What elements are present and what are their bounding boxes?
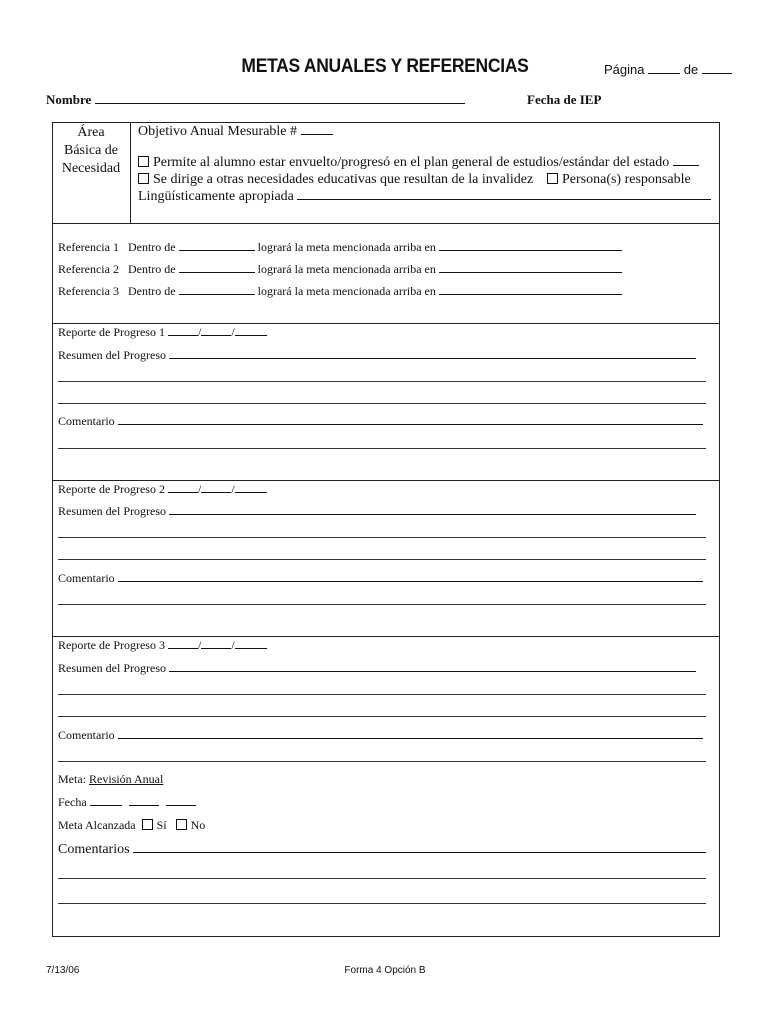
page-current-field[interactable] <box>648 72 680 74</box>
section-divider-2 <box>52 323 719 324</box>
review-month-field[interactable] <box>90 804 122 806</box>
progress-summary-1 <box>58 348 696 363</box>
progress-summary-field[interactable] <box>169 357 696 359</box>
review-comments-row <box>58 842 706 858</box>
review-comments-line[interactable] <box>58 878 706 879</box>
progress-day-field[interactable] <box>201 334 231 336</box>
progress-month-field[interactable] <box>168 647 198 649</box>
benchmark-date-field[interactable] <box>439 293 622 295</box>
review-date-row <box>58 795 196 810</box>
progress-comment-line[interactable] <box>58 448 706 449</box>
progress-day-field[interactable] <box>201 491 231 493</box>
footer-form-label: Forma 4 Opción B <box>344 965 426 976</box>
benchmark-within: Dentro de <box>127 284 176 298</box>
curriculum-field[interactable] <box>673 164 699 166</box>
page-of-label: de <box>683 62 699 77</box>
objective-number-field[interactable] <box>301 133 333 135</box>
objective-option1 <box>138 155 699 171</box>
need-area-line3: Necesidad <box>61 161 121 176</box>
progress-comment-field[interactable] <box>118 580 703 582</box>
page-title: METAS ANUALES Y REFERENCIAS <box>241 56 529 77</box>
goal-met-yes-label: Sí <box>156 818 167 832</box>
progress-summary-line[interactable] <box>58 537 706 538</box>
page-number <box>604 62 732 77</box>
responsible-checkbox[interactable] <box>547 173 558 184</box>
progress-summary-3 <box>58 661 696 676</box>
progress-comment-label: Comentario <box>58 571 115 585</box>
progress-summary-label: Resumen del Progreso <box>58 661 166 675</box>
annual-review-label: Revisión Anual <box>89 772 164 786</box>
review-comments-line[interactable] <box>58 903 706 904</box>
progress-summary-line[interactable] <box>58 559 706 560</box>
goal-met-row <box>58 818 205 833</box>
benchmark-row-3 <box>58 284 622 299</box>
benchmark-achieve: logrará la meta mencionada arriba en <box>257 240 436 254</box>
review-year-field[interactable] <box>166 804 196 806</box>
need-area-label <box>53 124 129 178</box>
progress-summary-line[interactable] <box>58 381 706 382</box>
name-row <box>46 92 465 108</box>
benchmark-label: Referencia 2 <box>58 262 119 276</box>
goal-met-no-label: No <box>190 818 206 832</box>
curriculum-checkbox[interactable] <box>138 156 149 167</box>
linguistic-label: Lingüísticamente apropiada <box>138 189 294 204</box>
name-field[interactable] <box>95 102 465 104</box>
benchmark-label: Referencia 1 <box>58 240 119 254</box>
benchmark-row-1 <box>58 240 622 255</box>
iep-date-row <box>527 92 712 108</box>
linguistic-field[interactable] <box>297 198 711 200</box>
section-divider-3 <box>52 480 719 481</box>
progress-report-3: Reporte de Progreso 3 / / <box>58 638 267 653</box>
progress-report-label: Reporte de Progreso 2 <box>58 482 165 496</box>
progress-comment-field[interactable] <box>118 737 703 739</box>
objective-row <box>138 124 333 140</box>
iep-date-label: Fecha de IEP <box>527 92 601 107</box>
benchmark-within: Dentro de <box>127 262 176 276</box>
goal-met-no-checkbox[interactable] <box>176 819 187 830</box>
benchmark-date-field[interactable] <box>439 249 622 251</box>
progress-summary-label: Resumen del Progreso <box>58 504 166 518</box>
progress-report-label: Reporte de Progreso 3 <box>58 638 165 652</box>
other-needs-checkbox[interactable] <box>138 173 149 184</box>
progress-day-field[interactable] <box>201 647 231 649</box>
progress-summary-2 <box>58 504 696 519</box>
page-total-field[interactable] <box>702 72 732 74</box>
progress-comment-line[interactable] <box>58 604 706 605</box>
progress-summary-field[interactable] <box>169 670 696 672</box>
progress-year-field[interactable] <box>235 491 267 493</box>
progress-summary-field[interactable] <box>169 513 696 515</box>
progress-year-field[interactable] <box>235 334 267 336</box>
progress-comment-2 <box>58 571 703 586</box>
linguistic-row <box>138 189 711 205</box>
goal-met-yes-checkbox[interactable] <box>142 819 153 830</box>
progress-comment-label: Comentario <box>58 728 115 742</box>
progress-comment-1 <box>58 414 703 429</box>
responsible-label: Persona(s) responsable <box>562 172 691 187</box>
need-area-divider <box>130 122 131 223</box>
progress-comment-3 <box>58 728 703 743</box>
curriculum-option-label: Permite al alumno estar envuelto/progresó en el plan general de estudios/estándar del estado <box>153 155 670 170</box>
benchmark-within-field[interactable] <box>179 249 255 251</box>
progress-summary-line[interactable] <box>58 694 706 695</box>
section-divider-4 <box>52 636 719 637</box>
goal-review-row <box>58 772 163 787</box>
progress-comment-label: Comentario <box>58 414 115 428</box>
review-comments-label: Comentarios <box>58 842 130 857</box>
benchmark-row-2 <box>58 262 622 277</box>
progress-summary-line[interactable] <box>58 716 706 717</box>
progress-month-field[interactable] <box>168 491 198 493</box>
benchmark-achieve: logrará la meta mencionada arriba en <box>257 284 436 298</box>
progress-report-2: Reporte de Progreso 2 / / <box>58 482 267 497</box>
objective-label: Objetivo Anual Mesurable # <box>138 124 298 139</box>
benchmark-label: Referencia 3 <box>58 284 119 298</box>
responsible-option <box>547 172 691 188</box>
name-label: Nombre <box>46 92 92 107</box>
objective-option2 <box>138 172 533 188</box>
progress-comment-line[interactable] <box>58 761 706 762</box>
benchmark-achieve: logrará la meta mencionada arriba en <box>257 262 436 276</box>
progress-report-label: Reporte de Progreso 1 <box>58 325 165 339</box>
review-date-label: Fecha <box>58 795 87 809</box>
review-comments-field[interactable] <box>133 851 706 853</box>
progress-year-field[interactable] <box>235 647 267 649</box>
goal-label: Meta: <box>58 772 86 786</box>
need-area-line1: Área <box>77 125 105 140</box>
footer-date: 7/13/06 <box>46 965 80 976</box>
benchmark-date-field[interactable] <box>439 271 622 273</box>
benchmark-within: Dentro de <box>127 240 176 254</box>
progress-comment-field[interactable] <box>118 423 703 425</box>
review-day-field[interactable] <box>129 804 159 806</box>
progress-summary-line[interactable] <box>58 403 706 404</box>
progress-report-1: Reporte de Progreso 1 / / <box>58 325 267 340</box>
benchmark-within-field[interactable] <box>179 271 255 273</box>
progress-month-field[interactable] <box>168 334 198 336</box>
section-divider-1 <box>52 223 719 224</box>
need-area-line2: Básica de <box>63 143 119 158</box>
page-label: Página <box>604 62 645 77</box>
goal-met-label: Meta Alcanzada <box>58 818 136 832</box>
progress-summary-label: Resumen del Progreso <box>58 348 166 362</box>
benchmark-within-field[interactable] <box>179 293 255 295</box>
other-needs-label: Se dirige a otras necesidades educativas que resultan de la invalidez <box>153 172 534 187</box>
